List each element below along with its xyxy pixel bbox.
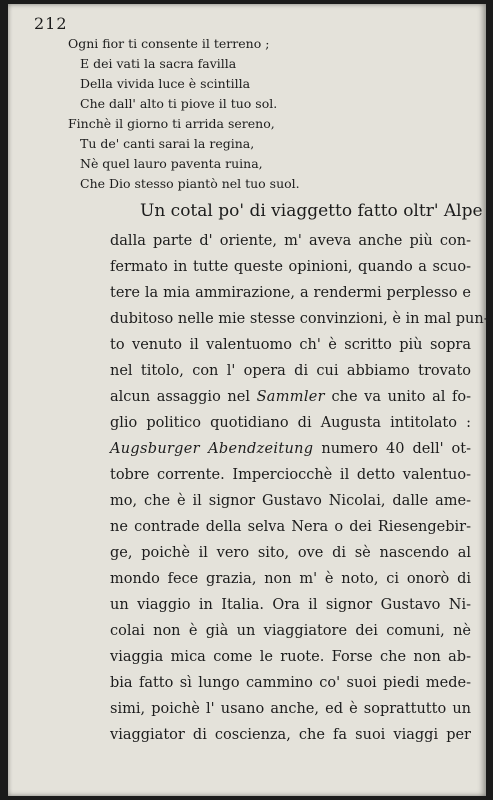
prose-line: to venuto il valentuomo ch' è scritto più sopra — [110, 337, 471, 353]
periodical-title-sammler: Sammler — [256, 389, 325, 405]
poem-line: E dei vati la sacra favilla — [80, 56, 237, 71]
prose-line: dalla parte d' oriente, m' aveva anche più con- — [110, 233, 471, 249]
prose-line — [110, 436, 471, 462]
prose-line: viaggiator di coscienza, che fa suoi viaggi per — [110, 727, 471, 743]
poem-line: Nè quel lauro paventa ruina, — [80, 156, 263, 171]
prose-text: alcun assaggio nel — [110, 389, 257, 405]
prose-text: numero 40 dell' ot- — [313, 441, 471, 457]
prose-line: viaggia mica come le ruote. Forse che non ab- — [110, 649, 471, 665]
prose-line: colai non è già un viaggiatore dei comuni, nè — [110, 623, 471, 639]
poem-line: Che Dio stesso piantò nel tuo suol. — [80, 176, 300, 191]
poem-line: Finchè il giorno ti arrida sereno, — [68, 116, 275, 131]
prose-line: dubitoso nelle mie stesse convinzioni, è in mal pun- — [110, 311, 489, 327]
prose-line: glio politico quotidiano di Augusta intitolato : — [110, 415, 471, 431]
poem-line: Ogni fior ti consente il terreno ; — [68, 36, 270, 51]
prose-line: Un cotal po' di viaggetto fatto oltr' Alpe — [140, 201, 483, 221]
prose-text: che va unito al fo- — [324, 389, 471, 405]
newspaper-title: Augsburger Abendzeitung — [110, 441, 314, 457]
prose-line: ne contrade della selva Nera o dei Riesengebir- — [110, 519, 471, 535]
prose-line: ge, poichè il vero sito, ove di sè nascendo al — [110, 545, 471, 561]
page-number: 212 — [34, 14, 68, 33]
prose-line: mondo fece grazia, non m' è noto, ci onorò di — [110, 571, 471, 587]
prose-line: fermato in tutte queste opinioni, quando a scuo- — [110, 259, 471, 275]
prose-line: simi, poichè l' usano anche, ed è soprattutto un — [110, 701, 471, 717]
prose-line: tere la mia ammirazione, a rendermi perplesso e — [110, 285, 471, 301]
prose-line — [110, 384, 471, 410]
poem-line: Tu de' canti sarai la regina, — [80, 136, 255, 151]
prose-line: un viaggio in Italia. Ora il signor Gustavo Ni- — [110, 597, 471, 613]
prose-line: tobre corrente. Imperciocchè il detto valentuo- — [110, 467, 471, 483]
poem-line: Che dall' alto ti piove il tuo sol. — [80, 96, 278, 111]
prose-line: mo, che è il signor Gustavo Nicolai, dalle ame- — [110, 493, 471, 509]
poem-line: Della vivida luce è scintilla — [80, 76, 251, 91]
book-page — [8, 4, 489, 796]
prose-line: nel titolo, con l' opera di cui abbiamo trovato — [110, 363, 471, 379]
prose-line: bia fatto sì lungo cammino co' suoi piedi mede- — [110, 675, 471, 691]
